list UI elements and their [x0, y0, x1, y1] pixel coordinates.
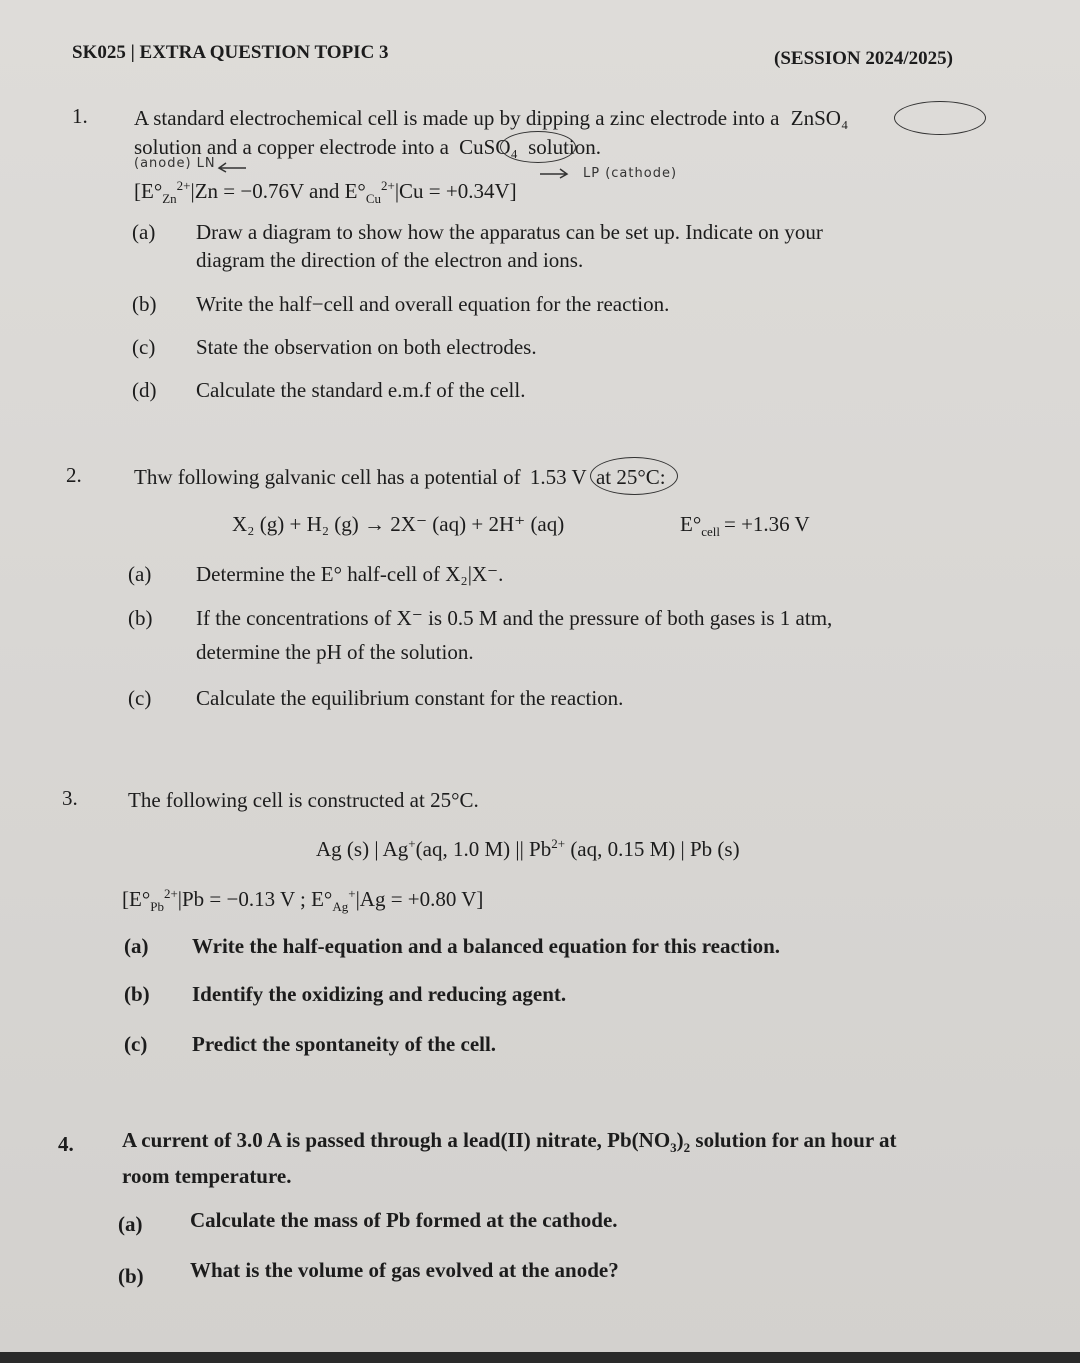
q1b-text: Write the half−cell and overall equation for the reaction. — [196, 292, 670, 316]
q4b-label: (b) — [118, 1264, 144, 1288]
q3a-label: (a) — [124, 934, 149, 958]
q3c-text: Predict the spontaneity of the cell. — [192, 1032, 497, 1056]
q2-potential-value: 1.53 V — [529, 465, 587, 489]
q3-number: 3. — [62, 786, 78, 810]
circle-mark-znso4 — [894, 101, 986, 135]
q3b-label: (b) — [124, 982, 150, 1006]
q2c-label: (c) — [128, 686, 152, 710]
q2-ecell: $E^\circ_{cell} = +1.36$ V — [680, 512, 810, 540]
q4-number: 4. — [58, 1132, 74, 1156]
q3-standard-potentials: [$E^\circ_{Pb}^{2+}|Pb = -0.13$ V ; $E^\circ_{Ag}^+|Ag = +0.80$ V] — [122, 886, 484, 915]
q1a-line2: diagram the direction of the electron and ions. — [196, 248, 584, 272]
q1d-text: Calculate the standard e.m.f of the cell. — [196, 378, 526, 402]
handwritten-cathode-note: LP (cathode) — [583, 166, 678, 181]
q1-line2: solution and a copper electrode into a CuSO₄ solution. — [134, 135, 602, 159]
handwritten-arrow-right-icon — [538, 166, 570, 180]
q4-line2: room temperature. — [122, 1164, 292, 1188]
q4a-label: (a) — [118, 1212, 143, 1236]
q1d-label: (d) — [132, 378, 157, 402]
q3c-label: (c) — [124, 1032, 148, 1056]
circle-mark-cuso4 — [500, 131, 576, 163]
q3a-text: Write the half-equation and a balanced equation for this reaction. — [192, 934, 781, 958]
q2b-line1: If the concentrations of X⁻ is 0.5 M and the pressure of both gases is 1 atm, — [196, 606, 833, 630]
q1-line1: A standard electrochemical cell is made up by dipping a zinc electrode into a ZnSO₄ — [134, 106, 849, 130]
handwritten-anode-note: (anode) LN — [134, 156, 216, 171]
q3b-text: Identify the oxidizing and reducing agent. — [192, 982, 567, 1006]
q2-number: 2. — [66, 463, 82, 487]
page-bottom-edge — [0, 1352, 1080, 1363]
q1-number: 1. — [72, 104, 88, 128]
q2b-label: (b) — [128, 606, 153, 630]
q1a-line1: Draw a diagram to show how the apparatus can be set up. Indicate on your — [196, 220, 823, 244]
q2a-label: (a) — [128, 562, 152, 586]
q2b-line2: determine the pH of the solution. — [196, 640, 474, 664]
q2c-text: Calculate the equilibrium constant for the reaction. — [196, 686, 624, 710]
q4a-text: Calculate the mass of Pb formed at the cathode. — [190, 1208, 618, 1232]
q1-standard-potentials: [$E^\circ_{Zn}^{2+}|Zn = -0.76V$ and $E^\circ_{Cu}^{2+}|Cu = +0.34V$] — [134, 178, 517, 207]
q3-cell-notation: Ag (s) | Ag+(aq, 1.0 M) || $Pb^{2+}$ (aq, 0.15 M) | Pb (s) — [316, 836, 740, 861]
q1a-label: (a) — [132, 220, 156, 244]
header-session: (SESSION 2024/2025) — [774, 48, 953, 69]
q1b-label: (b) — [132, 292, 157, 316]
q2-equation: X₂ (g) + H₂ (g) → 2X⁻ (aq) + 2H⁺ (aq) — [232, 512, 565, 536]
q1c-text: State the observation on both electrodes. — [196, 335, 537, 359]
q2a-text: Determine the E° half-cell of X₂|X⁻. — [196, 562, 504, 586]
circle-mark-potential — [590, 457, 678, 495]
q4-line1: A current of 3.0 A is passed through a lead(II) nitrate, $Pb(NO_3)_2$ solution for an hour at — [122, 1128, 897, 1156]
q1-salt-cuso4: CuSO₄ — [459, 135, 518, 159]
q3-intro: The following cell is constructed at 25°C. — [128, 788, 479, 812]
q2-intro: Thw following galvanic cell has a potential of 1.53 V at 25°C: — [134, 465, 666, 489]
header-title: SK025 | EXTRA QUESTION TOPIC 3 — [72, 42, 389, 63]
q1-salt-znso4: ZnSO₄ — [790, 106, 849, 130]
q1c-label: (c) — [132, 335, 156, 359]
q4b-text: What is the volume of gas evolved at the anode? — [190, 1258, 619, 1282]
